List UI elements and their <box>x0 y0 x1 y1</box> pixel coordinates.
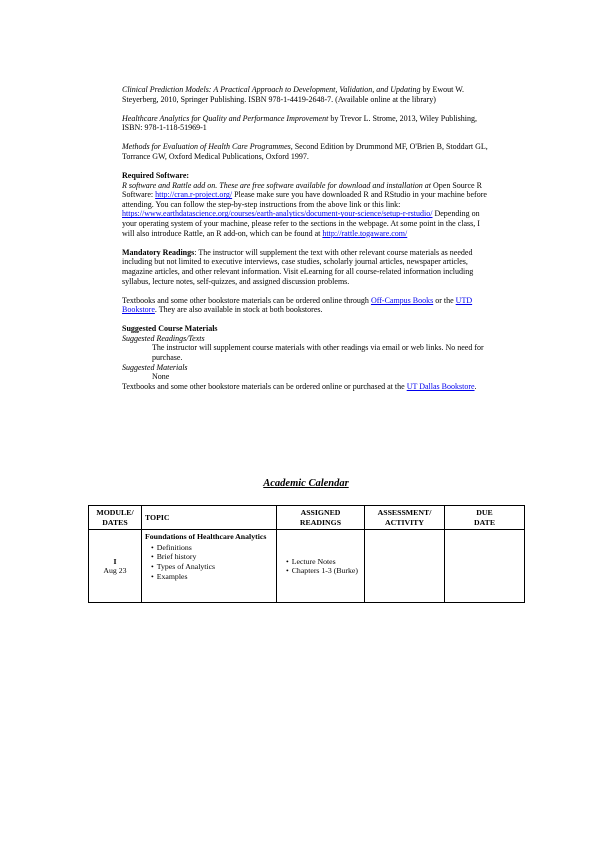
reading-bullet: • Lecture Notes <box>286 556 336 566</box>
book-title: Clinical Prediction Models: A Practical Approach to Development, Validation, and Updating <box>122 85 421 94</box>
topic-title: Foundations of Healthcare Analytics <box>145 532 267 542</box>
topic-bullet: • Brief history <box>151 552 197 562</box>
suggested-materials-text: None <box>152 372 170 382</box>
assessment-activity-cell <box>365 530 445 603</box>
col-header-module-dates: MODULE/ DATES <box>89 506 142 530</box>
utd-bookstore-link[interactable]: UTD Bookstore <box>122 295 473 315</box>
module-dates-cell <box>89 530 142 603</box>
col-header-topic: TOPIC <box>142 506 277 530</box>
mandatory-readings-body: : The instructor will supplement the text with other relevant course materials as needed including but not limited to executive interviews, case studies, scholarly journal articles, newspaper articles, magazine articles, and other relevant information. Visit eLearning for all course-related information including syllabus, lecture notes, self-quizzes, and assigned discussion problems. <box>122 247 474 286</box>
bookstore-text-2: or the <box>433 295 456 305</box>
bookstore-text-1: Textbooks and some other bookstore materials can be ordered online through <box>122 295 371 305</box>
ut-dallas-bookstore-link[interactable]: UT Dallas Bookstore <box>406 381 475 391</box>
book-title: Healthcare Analytics for Quality and Performance Improvement <box>122 113 329 123</box>
assigned-readings-cell <box>277 530 365 603</box>
book-title: Methods for Evaluation of Health Care Programmes <box>122 142 291 152</box>
required-software-intro: R software and Rattle add on. These are free software available for download and installation at <box>122 180 434 190</box>
academic-calendar-heading: Academic Calendar <box>263 478 349 489</box>
bullet-icon: • <box>151 571 154 581</box>
required-software-text-1: Please make sure you have downloaded R and RStudio in your machine before attending. You can follow the step-by-step instructions from the above link or this link: <box>122 190 487 209</box>
earthdatascience-link[interactable]: https://www.earthdatascience.org/courses/earth-analytics/document-your-science/setup-r-rstudio/ <box>122 209 433 219</box>
syllabus-text-column <box>122 85 490 401</box>
suggested-readings-text: The instructor will supplement course materials with other readings via email or web links. No need for purchase. <box>152 343 484 363</box>
rattle-link[interactable]: http://rattle.togaware.com/ <box>322 228 408 238</box>
module-date: Aug 23 <box>103 566 127 576</box>
bullet-icon: • <box>286 566 289 576</box>
table-header-row <box>89 506 525 530</box>
col-header-assessment-activity: ASSESSMENT/ ACTIVITY <box>365 506 445 530</box>
topic-bullet-list <box>145 543 273 581</box>
bullet-icon: • <box>151 552 154 562</box>
suggested-materials-section <box>122 324 490 391</box>
bullet-icon: • <box>286 556 289 566</box>
book-entry-3 <box>122 142 490 161</box>
module-number: I <box>113 556 117 566</box>
cran-link[interactable]: http://cran.r-project.org/ <box>155 190 233 200</box>
required-software-heading: Required Software: <box>122 171 190 181</box>
suggested-readings-label: Suggested Readings/Texts <box>122 333 205 343</box>
book-details: , Second Edition by Drummond MF, O'Brien B, Stoddart GL, Torrance GW, Oxford Medical Publications, Oxford 1997. <box>122 142 488 161</box>
table-row-module-1 <box>89 530 525 603</box>
book-details: by Ewout W. Steyerberg, 2010, Springer Publishing. ISBN 978-1-4419-2648-7. (Available online at the library) <box>122 85 465 104</box>
bullet-icon: • <box>151 542 154 552</box>
book-entry-1 <box>122 85 490 104</box>
readings-bullet-list <box>280 557 361 576</box>
book-details: by Trevor L. Strome, 2013, Wiley Publishing, ISBN: 978-1-118-51969-1 <box>122 113 477 133</box>
topic-bullet: • Definitions <box>151 542 192 552</box>
book-entry-2 <box>122 114 490 133</box>
col-header-due-date: DUE DATE <box>445 506 525 530</box>
topic-bullet: • Examples <box>151 571 188 581</box>
topic-cell <box>142 530 277 603</box>
due-date-cell <box>445 530 525 603</box>
open-source-label: Open Source R Software: <box>122 180 482 200</box>
order-text-2: . <box>474 381 477 391</box>
bullet-icon: • <box>151 561 154 571</box>
academic-calendar-section <box>88 478 524 603</box>
reading-bullet: • Chapters 1-3 (Burke) <box>286 566 358 576</box>
topic-bullet: • Types of Analytics <box>151 561 216 571</box>
mandatory-readings-section <box>122 248 490 286</box>
suggested-heading: Suggested Course Materials <box>122 324 218 334</box>
required-software-section <box>122 171 490 238</box>
col-header-assigned-readings: ASSIGNED READINGS <box>277 506 365 530</box>
required-software-text-2: Depending on your operating system of your machine, please refer to the sections in the webpage. At some point in the class, I will also introduce Rattle, an R add-on, which can be found at <box>122 209 480 238</box>
bookstore-text-3: . They are also available in stock at both bookstores. <box>154 305 323 315</box>
bookstore-paragraph <box>122 296 490 315</box>
order-text-1: Textbooks and some other bookstore materials can be ordered online or purchased at the <box>122 381 407 391</box>
academic-calendar-table <box>88 505 525 603</box>
mandatory-readings-heading: Mandatory Readings <box>122 247 195 257</box>
order-note <box>122 382 490 392</box>
suggested-materials-label: Suggested Materials <box>122 362 188 372</box>
off-campus-books-link[interactable]: Off-Campus Books <box>370 295 434 305</box>
